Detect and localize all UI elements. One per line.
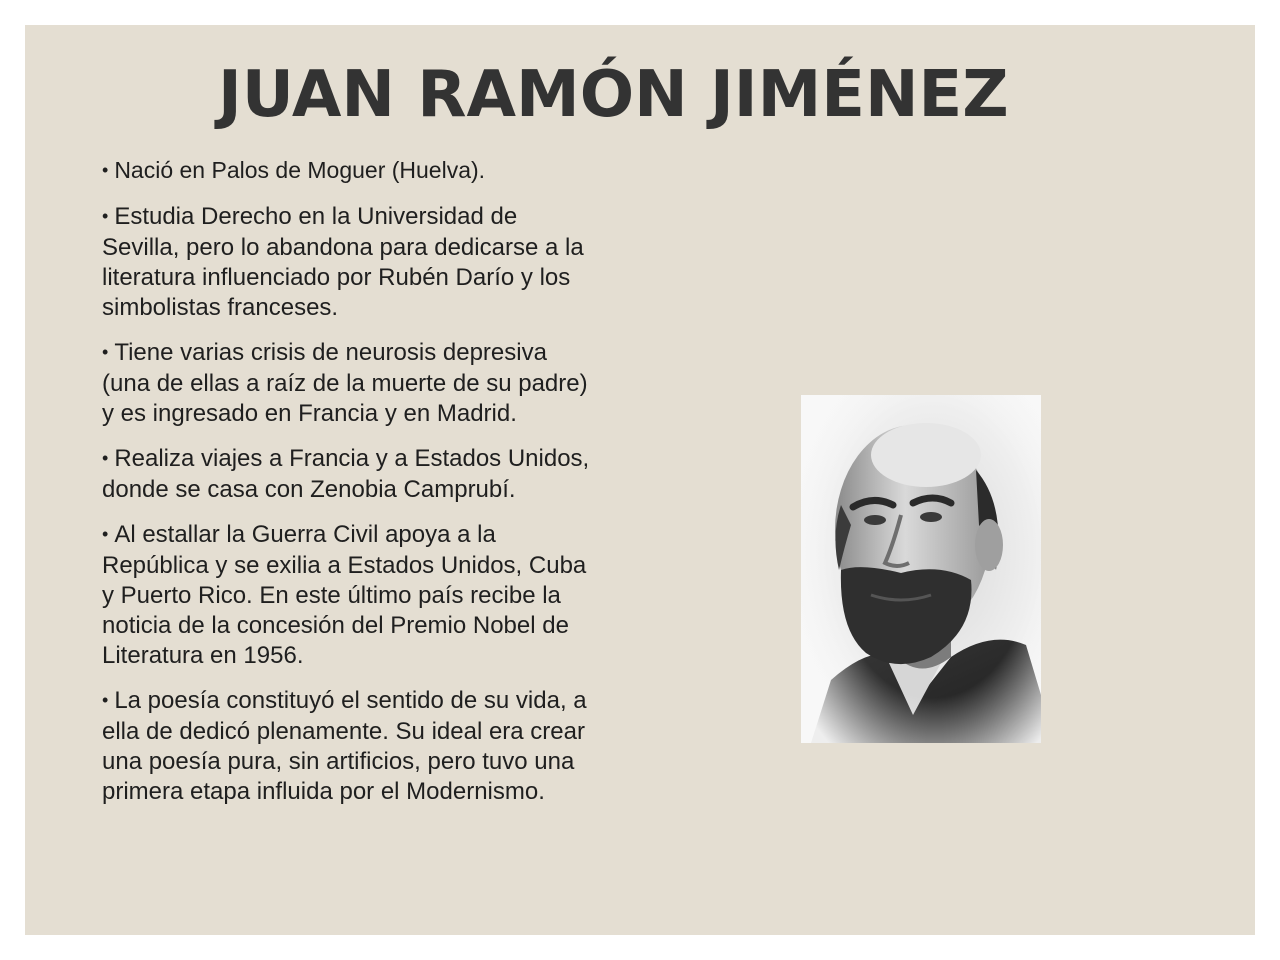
- slide-title: JUAN RAMÓN JIMÉNEZ: [218, 58, 1009, 132]
- bullet-list: [102, 155, 592, 822]
- bullet-glyph: •: [102, 206, 109, 226]
- bullet-text: La poesía constituyó el sentido de su vida, a ella de dedicó plenamente. Su ideal era crear una poesía pura, sin artificios, pero tuvo una primera etapa influida por el Modernismo.: [102, 687, 587, 805]
- portrait-illustration: [801, 395, 1041, 743]
- bullet-glyph: •: [102, 524, 109, 544]
- bullet-glyph: •: [102, 690, 109, 710]
- slide: [25, 25, 1255, 935]
- bullet-text: Nació en Palos de Moguer (Huelva).: [114, 157, 486, 183]
- bullet-item: [102, 520, 592, 671]
- bullet-text: Realiza viajes a Francia y a Estados Unidos, donde se casa con Zenobia Camprubí.: [102, 445, 590, 503]
- bullet-text: Estudia Derecho en la Universidad de Sevilla, pero lo abandona para dedicarse a la literatura influenciado por Rubén Darío y los simbolistas franceses.: [102, 203, 584, 321]
- bullet-item: [102, 338, 592, 429]
- bullet-item: [102, 686, 592, 807]
- bullet-item: [102, 444, 592, 505]
- bullet-item: [102, 155, 592, 187]
- bullet-text: Tiene varias crisis de neurosis depresiva (una de ellas a raíz de la muerte de su padre) y es ingresado en Francia y en Madrid.: [102, 339, 588, 427]
- bullet-glyph: •: [102, 160, 109, 180]
- bullet-item: [102, 202, 592, 323]
- portrait-photo: [801, 395, 1041, 743]
- bullet-text: Al estallar la Guerra Civil apoya a la República y se exilia a Estados Unidos, Cuba y Puerto Rico. En este último país recibe la noticia de la concesión del Premio Nobel de Literatura en 1956.: [102, 521, 587, 669]
- bullet-glyph: •: [102, 448, 109, 468]
- bullet-glyph: •: [102, 342, 109, 362]
